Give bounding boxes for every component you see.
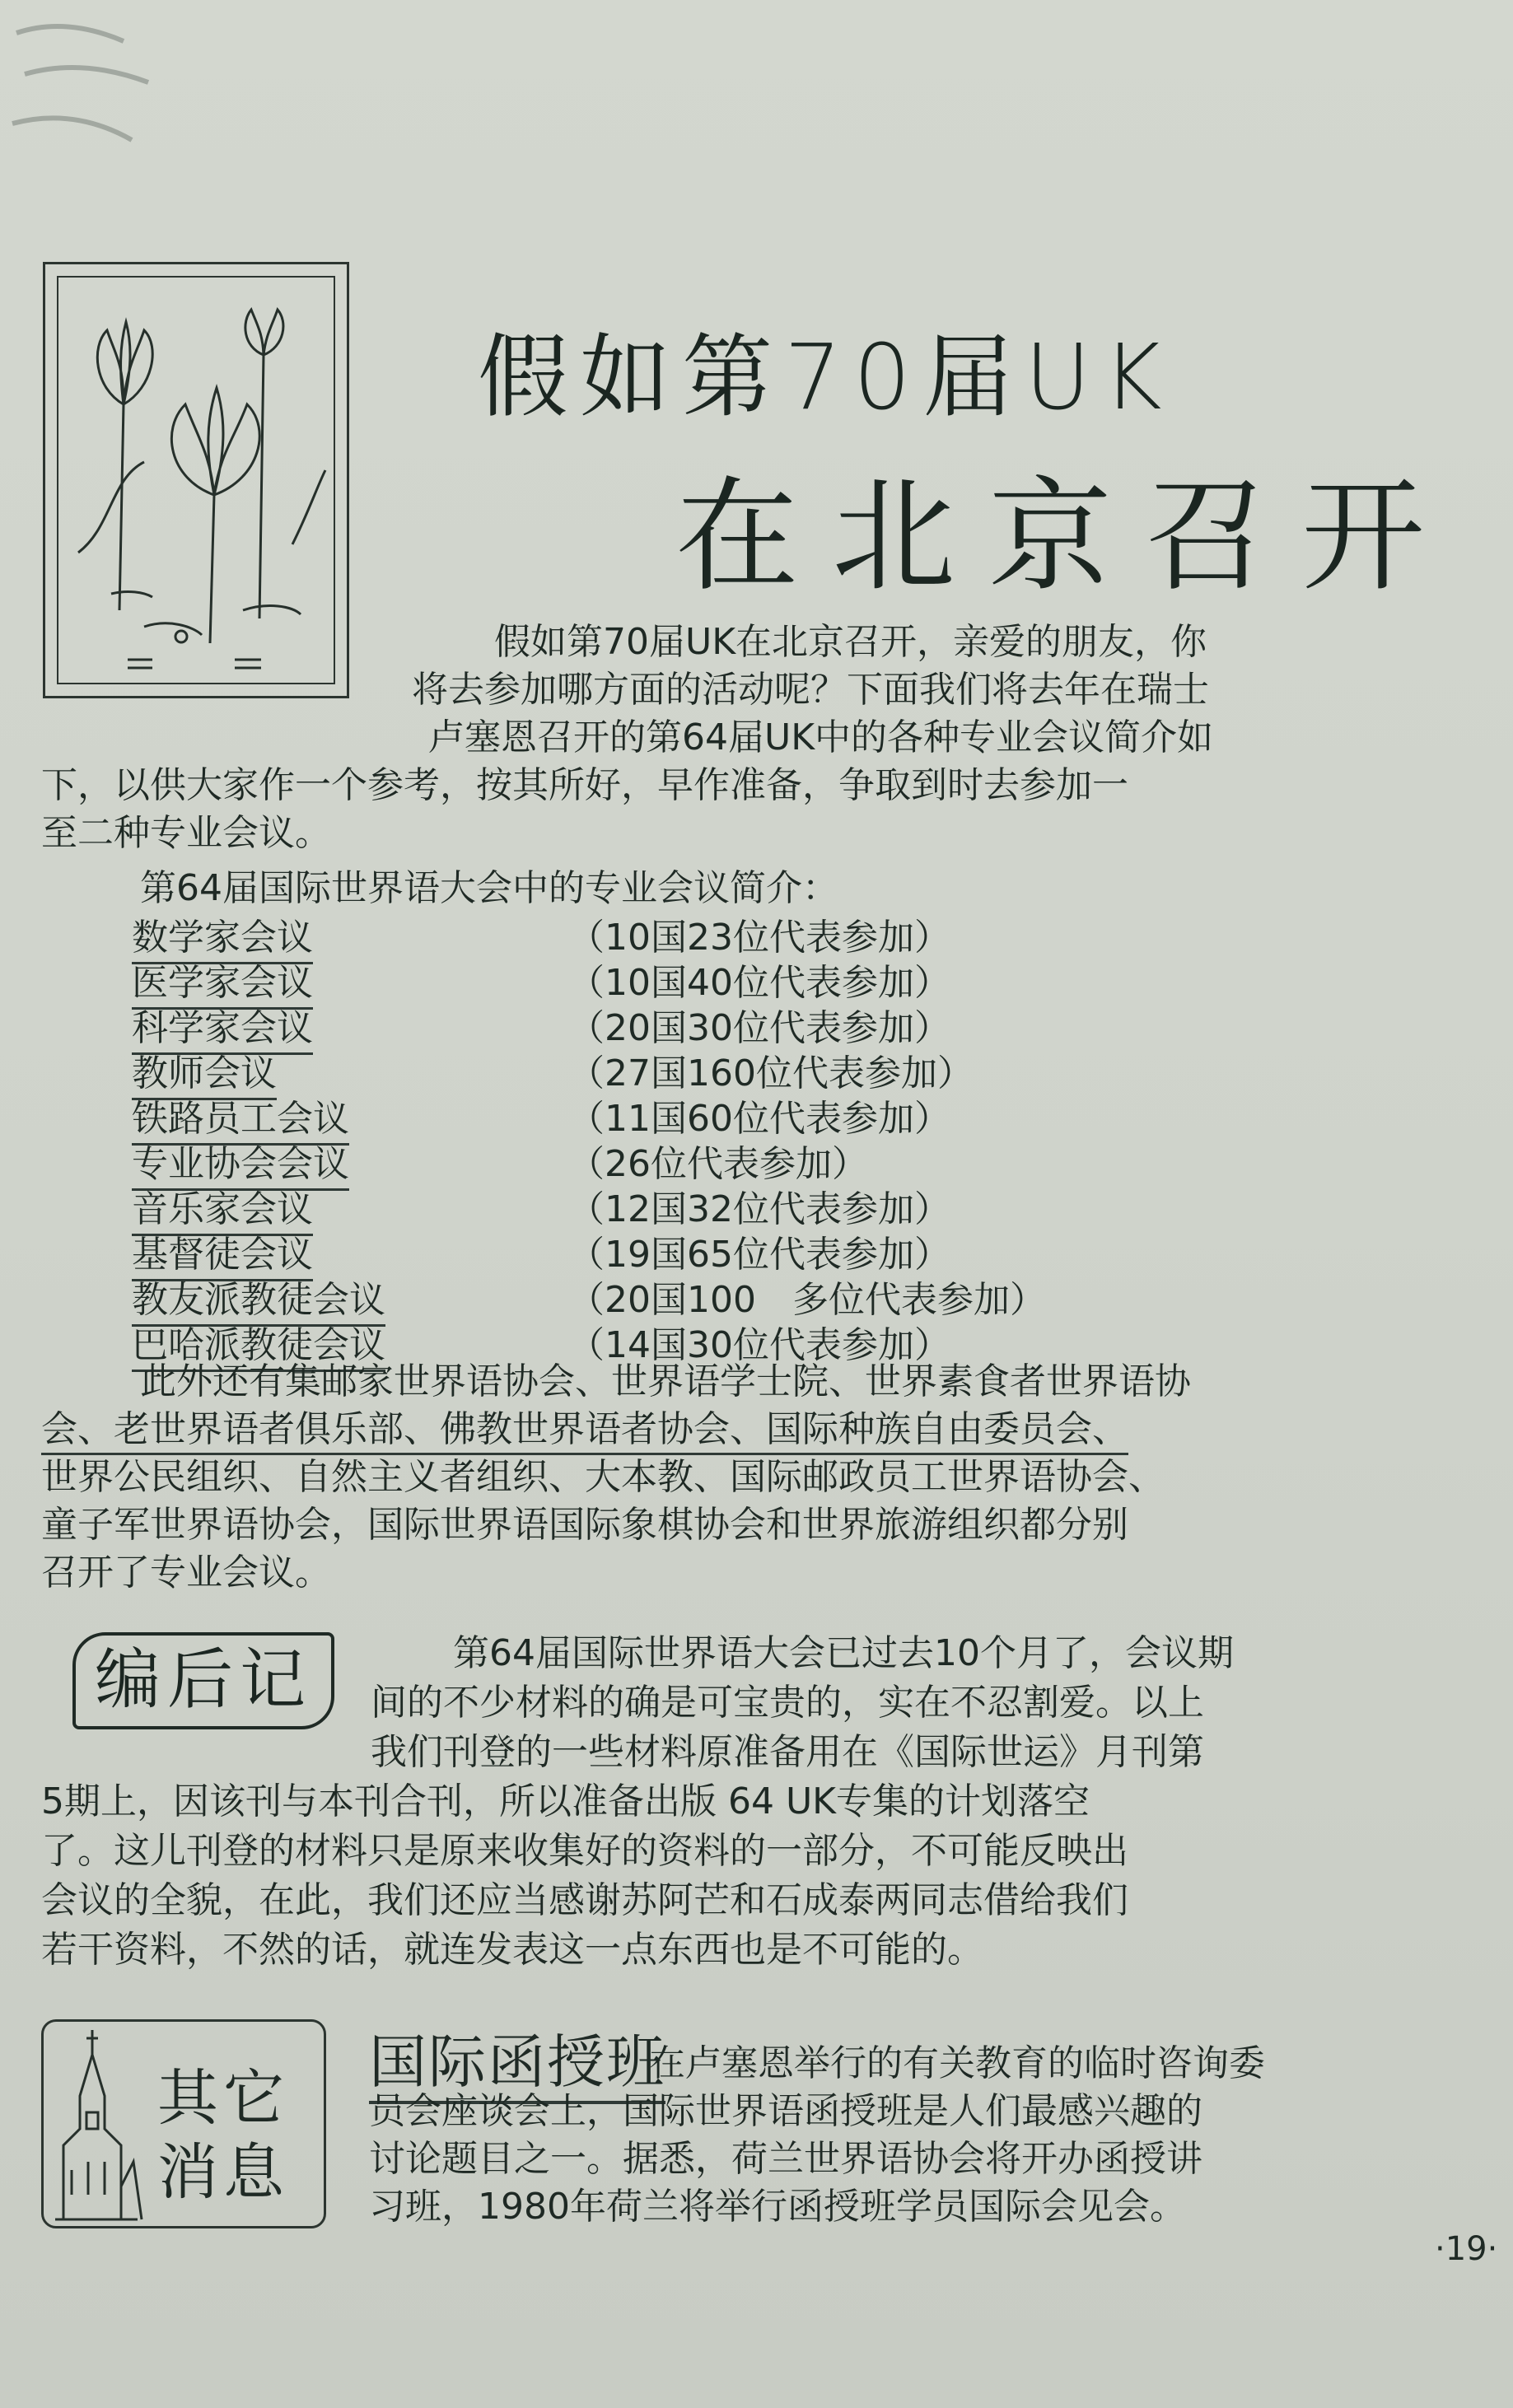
meeting-count: （26位代表参加） <box>568 1143 868 1185</box>
other-line: 会、老世界语者俱乐部、佛教世界语者协会、国际种族自由委员会、 <box>41 1407 1128 1455</box>
meeting-count: （10国23位代表参加） <box>568 917 950 959</box>
lotus-drawing <box>45 264 352 701</box>
other-line: 世界公民组织、自然主义者组织、大本教、国际邮政员工世界语协会、 <box>41 1456 1165 1498</box>
meeting-name: 数学家会议 <box>132 908 313 964</box>
meeting-row <box>132 1089 1087 1140</box>
meeting-count: （14国30位代表参加） <box>568 1324 950 1366</box>
meeting-count: （20国30位代表参加） <box>568 1007 950 1049</box>
afterword-line: 5期上，因该刊与本刊合刊，所以准备出版 64 UK专集的计划落空 <box>41 1780 1090 1822</box>
intro-line: 假如第70届UK在北京召开，亲爱的朋友，你 <box>494 621 1207 663</box>
intro-line: 卢塞恩召开的第64届UK中的各种专业会议简介如 <box>428 716 1214 758</box>
meeting-row <box>132 1134 1087 1185</box>
meeting-count: （27国160位代表参加） <box>568 1052 974 1094</box>
other-news-label-1: 其它 <box>157 2063 289 2134</box>
meeting-count: （20国100 多位代表参加） <box>568 1279 1046 1321</box>
meeting-name: 专业协会会议 <box>132 1134 349 1191</box>
afterword-line: 我们刊登的一些材料原准备用在《国际世运》月刊第 <box>371 1731 1204 1773</box>
lotus-illustration <box>43 262 349 698</box>
afterword-line: 间的不少材料的确是可宝贵的，实在不忍割爱。以上 <box>371 1682 1204 1724</box>
meeting-row <box>132 1043 1087 1094</box>
intro-line: 至二种专业会议。 <box>41 812 331 854</box>
news-heading: 国际函授班 <box>369 2016 665 2104</box>
meetings-heading: 第64届国际世界语大会中的专业会议简介： <box>140 867 838 909</box>
meeting-name: 教师会议 <box>132 1043 277 1100</box>
meeting-row <box>132 1315 1087 1366</box>
meeting-count: （19国65位代表参加） <box>568 1234 950 1276</box>
page-number: ·19· <box>1435 2230 1498 2268</box>
news-line: 讨论题目之一。据悉，荷兰世界语协会将开办函授讲 <box>369 2138 1202 2180</box>
other-line: 此外还有集邮家世界语协会、世界语学士院、世界素食者世界语协 <box>140 1360 1191 1402</box>
news-line: 在卢塞恩举行的有关教育的临时咨询委 <box>649 2042 1265 2084</box>
meeting-name: 医学家会议 <box>132 953 313 1010</box>
other-news-box <box>41 2019 326 2228</box>
afterword-line: 若干资料，不然的话，就连发表这一点东西也是不可能的。 <box>41 1929 983 1971</box>
meeting-count: （10国40位代表参加） <box>568 962 950 1004</box>
meeting-name: 铁路员工会议 <box>132 1089 349 1146</box>
meeting-name: 教友派教徒会议 <box>132 1270 385 1327</box>
meeting-row <box>132 1179 1087 1230</box>
meeting-name: 音乐家会议 <box>132 1179 313 1236</box>
faded-stamp-mark <box>0 0 264 214</box>
meeting-name: 科学家会议 <box>132 998 313 1055</box>
meeting-name: 基督徒会议 <box>132 1225 313 1281</box>
other-line: 童子军世界语协会，国际世界语国际象棋协会和世界旅游组织都分别 <box>41 1504 1128 1546</box>
other-news-label-2: 消息 <box>157 2137 289 2208</box>
meeting-row <box>132 953 1087 1004</box>
news-line: 员会座谈会上，国际世界语函授班是人们最感兴趣的 <box>369 2090 1202 2132</box>
meeting-name: 巴哈派教徒会议 <box>132 1315 385 1372</box>
meeting-count: （12国32位代表参加） <box>568 1188 950 1230</box>
meeting-row <box>132 1270 1087 1321</box>
church-spire-icon <box>47 2022 154 2228</box>
headline-line2: 在北京召开 <box>675 465 1459 609</box>
afterword-line: 了。这儿刊登的材料只是原来收集好的资料的一部分，不可能反映出 <box>41 1830 1128 1872</box>
meeting-count: （11国60位代表参加） <box>568 1098 950 1140</box>
meeting-row <box>132 1225 1087 1276</box>
afterword-line: 会议的全貌，在此，我们还应当感谢苏阿芒和石成泰两同志借给我们 <box>41 1879 1128 1921</box>
other-line: 召开了专业会议。 <box>41 1552 331 1594</box>
afterword-line: 第64届国际世界语大会已过去10个月了，会议期 <box>453 1632 1234 1674</box>
news-line: 习班，1980年荷兰将举行函授班学员国际会见会。 <box>369 2186 1186 2228</box>
meeting-row <box>132 998 1087 1049</box>
intro-line: 将去参加哪方面的活动呢？下面我们将去年在瑞士 <box>412 669 1209 711</box>
afterword-badge: 编后记 <box>72 1632 334 1729</box>
intro-line: 下，以供大家作一个参考，按其所好，早作准备，争取到时去参加一 <box>41 764 1128 806</box>
meeting-row <box>132 908 1087 959</box>
headline-line1: 假如第70届UK <box>478 324 1174 430</box>
